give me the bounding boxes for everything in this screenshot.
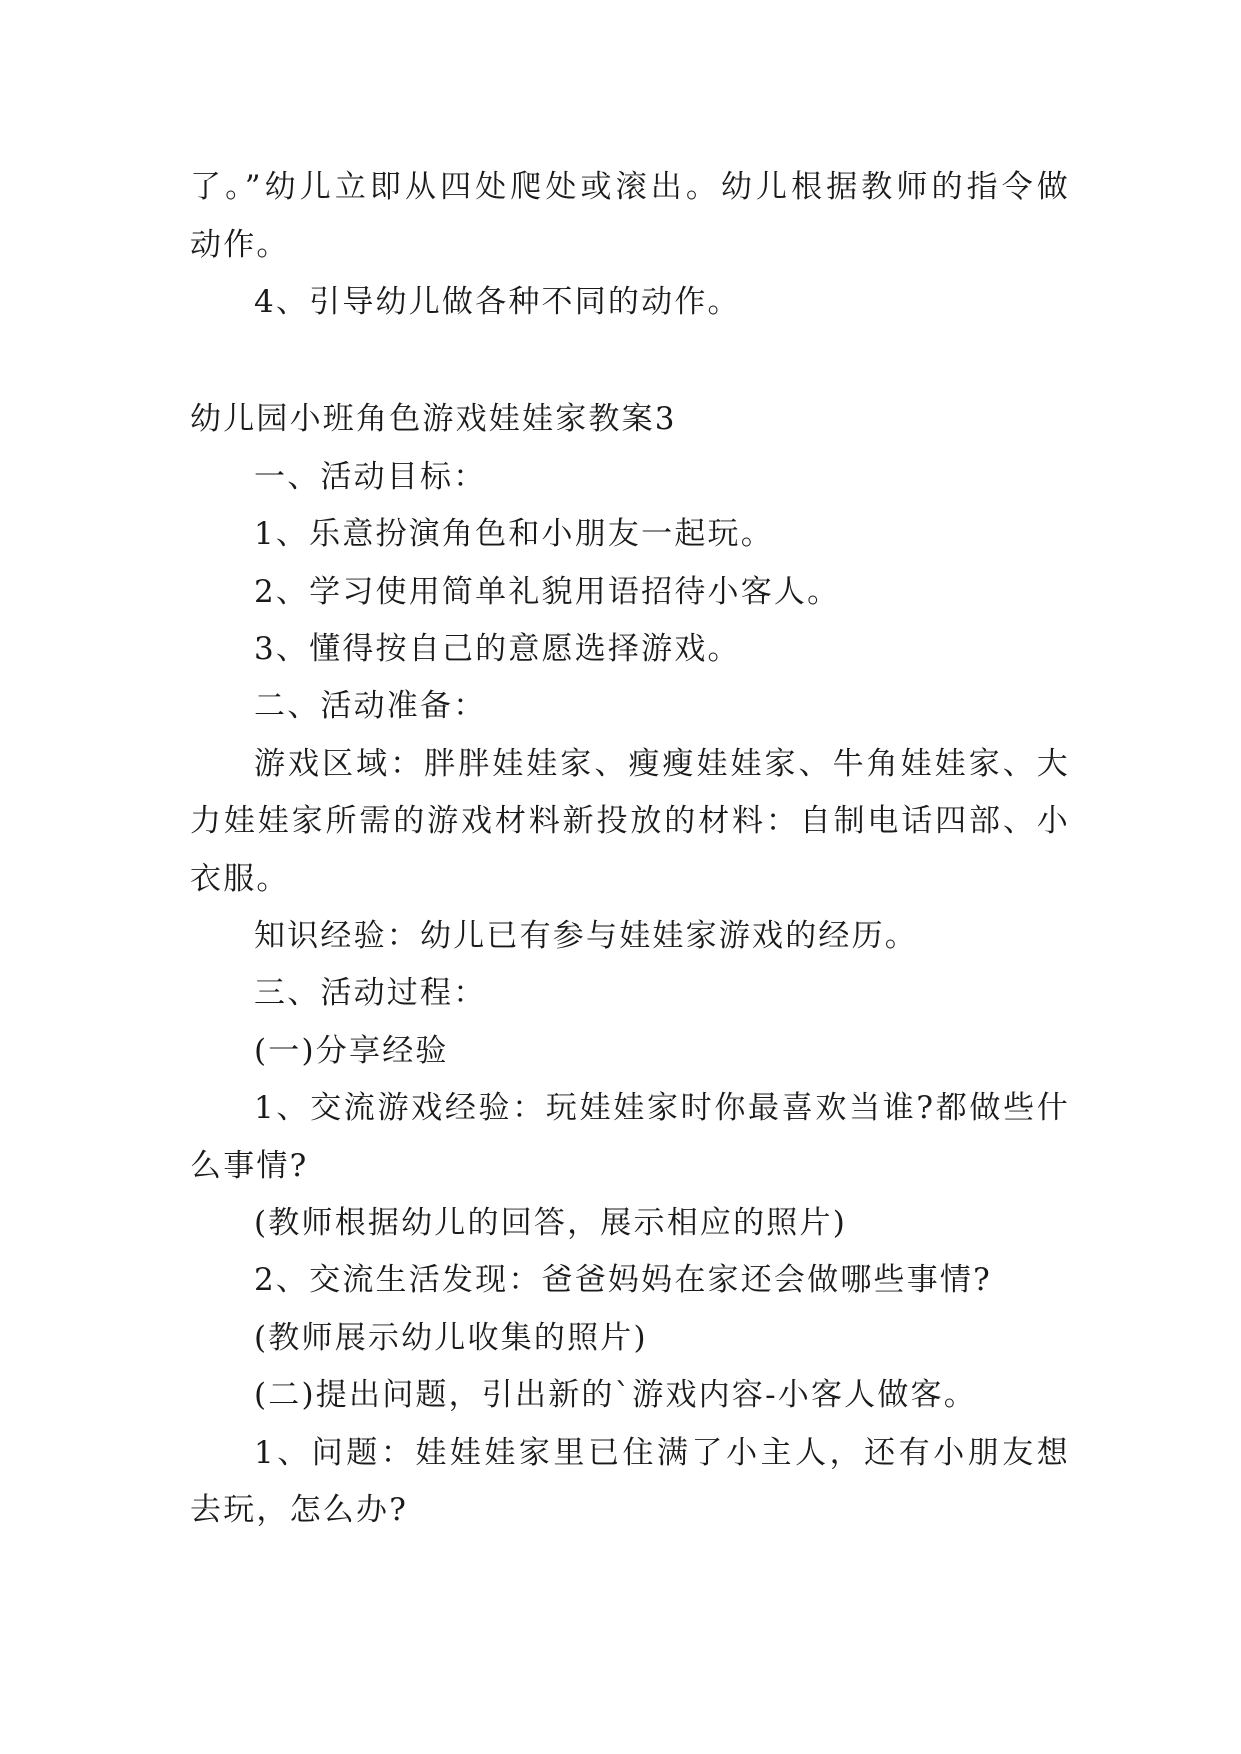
list-item: 2、学习使用简单礼貌用语招待小客人。 — [254, 574, 841, 610]
subsection-heading: (一)分享经验 — [254, 1033, 449, 1069]
paragraph-line: 么事情? — [190, 1148, 309, 1184]
list-item: 4、引导幼儿做各种不同的动作。 — [254, 284, 741, 320]
list-item: 1、交流游戏经验：玩娃娃家时你最喜欢当谁?都做些什 — [254, 1090, 1070, 1126]
paragraph-line: 知识经验：幼儿已有参与娃娃家游戏的经历。 — [254, 918, 918, 954]
paragraph-line: 力娃娃家所需的游戏材料新投放的材料：自制电话四部、小 — [190, 803, 1070, 839]
section-heading: 三、活动过程： — [254, 975, 487, 1011]
paragraph-line: 去玩，怎么办? — [190, 1492, 409, 1528]
paragraph-line: 动作。 — [190, 227, 290, 263]
paragraph-line: 游戏区域：胖胖娃娃家、瘦瘦娃娃家、牛角娃娃家、大 — [254, 746, 1070, 782]
paragraph-line: 了。”幼儿立即从四处爬处或滚出。幼儿根据教师的指令做 — [190, 169, 1070, 205]
section-heading: 二、活动准备： — [254, 688, 487, 724]
subsection-heading: (二)提出问题，引出新的`游戏内容-小客人做客。 — [254, 1377, 977, 1413]
list-item: 2、交流生活发现：爸爸妈妈在家还会做哪些事情? — [254, 1262, 992, 1298]
paragraph-line: (教师根据幼儿的回答，展示相应的照片) — [254, 1205, 847, 1241]
list-item: 3、懂得按自己的意愿选择游戏。 — [254, 631, 741, 667]
list-item: 1、乐意扮演角色和小朋友一起玩。 — [254, 516, 774, 552]
list-item: 1、问题：娃娃娃家里已住满了小主人，还有小朋友想 — [254, 1435, 1070, 1471]
section-heading: 一、活动目标： — [254, 459, 487, 495]
section-title: 幼儿园小班角色游戏娃娃家教案3 — [190, 401, 677, 437]
paragraph-line: 衣服。 — [190, 861, 290, 897]
paragraph-line: (教师展示幼儿收集的照片) — [254, 1320, 648, 1356]
